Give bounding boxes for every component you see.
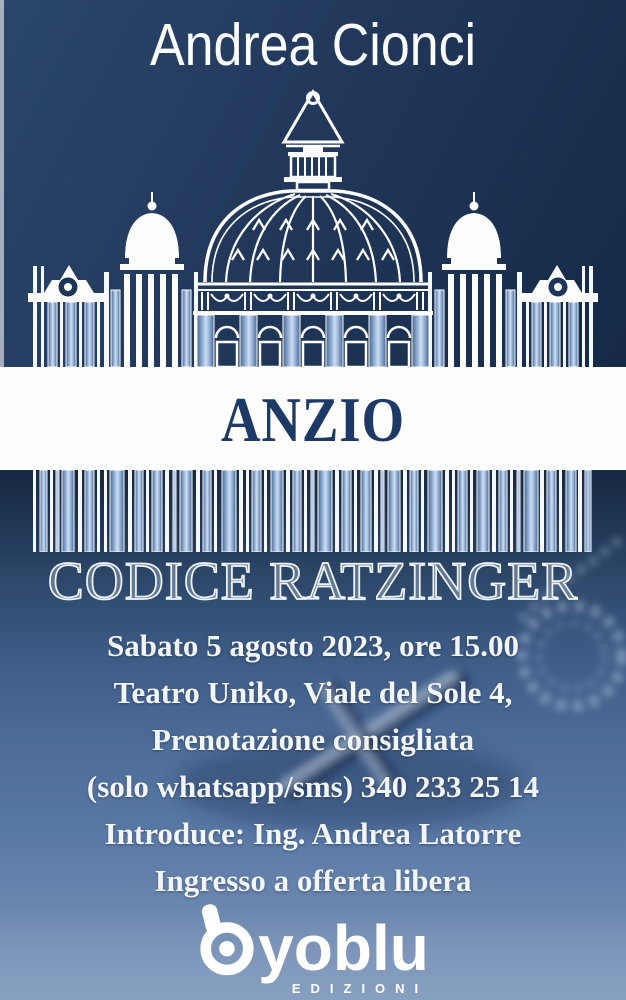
- event-date-line: Sabato 5 agosto 2023, ore 15.00: [107, 628, 519, 663]
- event-venue-line: Teatro Uniko, Viale del Sole 4,: [113, 675, 513, 710]
- byoblu-logo: [163, 902, 463, 997]
- publisher-tagline: EDIZIONI: [291, 981, 429, 996]
- city-band: [0, 367, 626, 470]
- header-section: [0, 0, 626, 367]
- event-details: [0, 622, 626, 904]
- city-title: ANZIO: [220, 385, 406, 455]
- photo-section: [0, 470, 626, 1000]
- publisher-wordmark: yoblu: [258, 912, 429, 984]
- drum-frieze: [202, 292, 423, 310]
- event-introducer-line: Introduce: Ing. Andrea Latorre: [104, 816, 522, 851]
- barcode-strip: [0, 470, 626, 552]
- byoblu-b-circle-icon: [197, 902, 255, 978]
- event-entry-line: Ingresso a offerta libera: [154, 863, 472, 898]
- st-peters-basilica-barcode-illustration: [0, 86, 626, 367]
- book-title: CODICE RATZINGER: [47, 551, 579, 611]
- event-booking-line: Prenotazione consigliata: [151, 722, 475, 757]
- central-dome: [193, 92, 433, 367]
- event-phone-line: (solo whatsapp/sms) 340 233 25 14: [86, 769, 540, 804]
- author-name: Andrea Cionci: [149, 12, 477, 78]
